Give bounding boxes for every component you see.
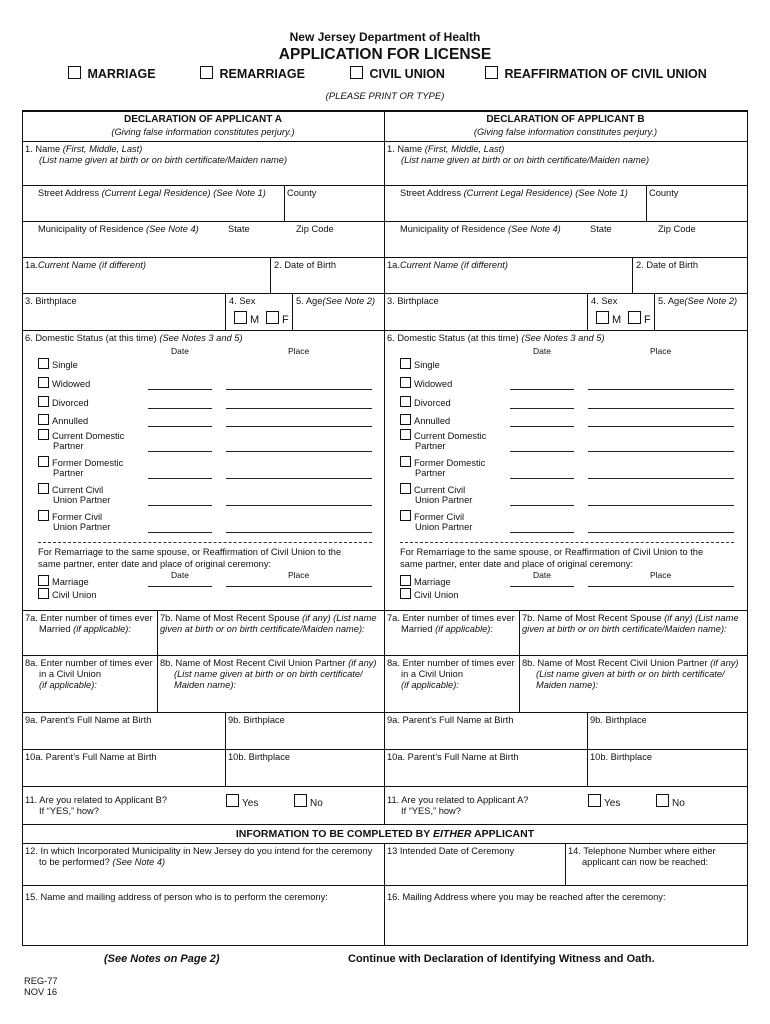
status-widowed[interactable]: Widowed — [38, 377, 90, 390]
q10b-label: 10b. Birthplace — [590, 752, 653, 762]
cell-divider — [225, 712, 226, 786]
municipality-label: Municipality of Residence (See Note 4) — [400, 224, 561, 234]
checkbox[interactable] — [400, 414, 411, 425]
annulled-date-line[interactable] — [510, 426, 574, 427]
cell-divider — [587, 712, 588, 786]
continue-note: Continue with Declaration of Identifying Witness and Oath. — [348, 953, 655, 965]
q9b-label: 9b. Birthplace — [228, 715, 285, 725]
checkbox[interactable] — [400, 456, 411, 467]
sex-f-option[interactable]: F — [266, 311, 289, 326]
former-civil-date-line[interactable] — [510, 532, 574, 533]
original-date-line[interactable] — [510, 586, 574, 587]
current-name-label: 1a.Current Name (if different) — [387, 260, 508, 270]
q7b-label-2: given at birth or on birth certificate/Maiden name): — [160, 624, 365, 634]
date-header: Date — [533, 570, 551, 580]
q7b-label: 7b. Name of Most Recent Spouse (if any) (List name — [160, 613, 377, 623]
current-civil-date-line[interactable] — [148, 505, 212, 506]
q8b-label: 8b. Name of Most Recent Civil Union Partner (if any) — [160, 658, 377, 668]
notes-reference: (See Notes on Page 2) — [104, 953, 220, 965]
status-former-domestic-line2: Partner — [415, 468, 446, 478]
current-civil-place-line[interactable] — [588, 505, 734, 506]
checkbox[interactable] — [38, 414, 49, 425]
status-annulled[interactable]: Annulled — [38, 414, 88, 427]
q8a-label: 8a. Enter number of times ever — [25, 658, 153, 668]
remarriage-note-2: same partner, enter date and place of original ceremony: — [38, 559, 272, 569]
q7a-label-2: Married (if applicable): — [401, 624, 493, 634]
county-label: County — [649, 188, 679, 198]
cell-divider — [519, 610, 520, 655]
former-domestic-place-line[interactable] — [588, 478, 734, 479]
status-divorced[interactable]: Divorced — [400, 396, 451, 409]
date-header: Date — [171, 570, 189, 580]
status-current-domestic[interactable]: Current Domestic — [400, 429, 486, 442]
checkbox[interactable] — [588, 794, 601, 807]
q10b-label: 10b. Birthplace — [228, 752, 291, 762]
original-place-line[interactable] — [226, 586, 372, 587]
state-label: State — [590, 224, 612, 234]
q7b-label-2: given at birth or on birth certificate/Maiden name): — [522, 624, 727, 634]
cell-divider — [157, 655, 158, 712]
status-current-domestic[interactable]: Current Domestic — [38, 429, 124, 442]
status-former-civil-line2: Union Partner — [53, 522, 111, 532]
widowed-date-line[interactable] — [148, 389, 212, 390]
cell-divider — [384, 843, 385, 945]
either-section-title: INFORMATION TO BE COMPLETED BY EITHER APPLICANT — [235, 828, 535, 840]
zip-label: Zip Code — [658, 224, 696, 234]
dob-label: 2. Date of Birth — [636, 260, 699, 270]
q8a-label-2: in a Civil Union — [401, 669, 464, 679]
q8a-label-2: in a Civil Union — [39, 669, 102, 679]
checkbox[interactable] — [400, 588, 411, 599]
q8b-label: 8b. Name of Most Recent Civil Union Partner (if any) — [522, 658, 739, 668]
q7b-label: 7b. Name of Most Recent Spouse (if any) (List name — [522, 613, 739, 623]
q10a-label: 10a. Parent’s Full Name at Birth — [387, 752, 519, 762]
former-civil-place-line[interactable] — [588, 532, 734, 533]
checkbox[interactable] — [38, 456, 49, 467]
checkbox[interactable] — [400, 510, 411, 521]
divorced-place-line[interactable] — [588, 408, 734, 409]
checkbox[interactable] — [400, 358, 411, 369]
status-current-civil-line2: Union Partner — [53, 495, 111, 505]
place-header: Place — [650, 346, 672, 356]
q10a-label: 10a. Parent’s Full Name at Birth — [25, 752, 157, 762]
dob-label: 2. Date of Birth — [274, 260, 337, 270]
age-label: 5. Age(See Note 2) — [296, 296, 376, 306]
widowed-place-line[interactable] — [588, 389, 734, 390]
q15-label: 15. Name and mailing address of person who is to perform the ceremony: — [25, 892, 328, 902]
status-current-civil[interactable]: Current Civil — [400, 483, 465, 496]
status-former-domestic[interactable]: Former Domestic — [38, 456, 123, 469]
checkbox[interactable] — [266, 311, 279, 324]
current-domestic-place-line[interactable] — [588, 451, 734, 452]
q11-yes[interactable]: Yes — [226, 794, 258, 809]
q11-no[interactable]: No — [294, 794, 323, 809]
checkbox[interactable] — [656, 794, 669, 807]
perjury-note: (Giving false information constitutes perjury.) — [111, 127, 295, 137]
sex-label: 4. Sex — [591, 296, 618, 306]
checkbox[interactable] — [38, 588, 49, 599]
original-marriage-option[interactable]: Marriage — [400, 575, 451, 588]
checkbox[interactable] — [38, 358, 49, 369]
q8b-label-2: (List name given at birth or on birth certificate/ — [536, 669, 725, 679]
q11-how: If “YES,” how? — [39, 806, 99, 816]
q8b-label-3: Maiden name): — [174, 680, 237, 690]
original-civil-union-option[interactable]: Civil Union — [400, 588, 458, 601]
q14-label: 14. Telephone Number where either — [568, 846, 716, 856]
checkbox[interactable] — [400, 483, 411, 494]
checkbox[interactable] — [294, 794, 307, 807]
q8a-label: 8a. Enter number of times ever — [387, 658, 515, 668]
cell-divider — [292, 293, 293, 330]
q8a-label-3: (if applicable): — [39, 680, 97, 690]
original-marriage-option[interactable]: Marriage — [38, 575, 89, 588]
q8b-label-3: Maiden name): — [536, 680, 599, 690]
q7a-label: 7a. Enter number of times ever — [25, 613, 153, 623]
place-header: Place — [650, 570, 672, 580]
checkbox[interactable] — [38, 510, 49, 521]
current-domestic-date-line[interactable] — [148, 451, 212, 452]
municipality-label: Municipality of Residence (See Note 4) — [38, 224, 199, 234]
applicant-a-section — [22, 0, 384, 1024]
divorced-date-line[interactable] — [510, 408, 574, 409]
q9b-label: 9b. Birthplace — [590, 715, 647, 725]
cell-divider — [565, 843, 566, 885]
cell-divider — [519, 655, 520, 712]
sex-f-option[interactable]: F — [628, 311, 651, 326]
current-civil-place-line[interactable] — [226, 505, 372, 506]
current-civil-date-line[interactable] — [510, 505, 574, 506]
checkbox[interactable] — [400, 396, 411, 407]
remarriage-note-2: same partner, enter date and place of original ceremony: — [400, 559, 634, 569]
cell-divider — [225, 293, 226, 330]
q13-label: 13 Intended Date of Ceremony — [387, 846, 515, 856]
print-note: (PLEASE PRINT OR TYPE) — [325, 91, 445, 102]
form-title: APPLICATION FOR LICENSE — [278, 46, 492, 63]
q8a-label-3: (if applicable): — [401, 680, 459, 690]
status-single[interactable]: Single — [400, 358, 440, 371]
option-remarriage[interactable]: REMARRIAGE — [200, 66, 305, 81]
status-current-domestic-line2: Partner — [415, 441, 446, 451]
original-date-line[interactable] — [148, 586, 212, 587]
annulled-place-line[interactable] — [226, 426, 372, 427]
q11-label: 11. Are you related to Applicant A? — [387, 795, 529, 805]
age-label: 5. Age(See Note 2) — [658, 296, 738, 306]
cell-divider — [157, 610, 158, 655]
status-current-domestic-line2: Partner — [53, 441, 84, 451]
current-domestic-date-line[interactable] — [510, 451, 574, 452]
domestic-status-label: 6. Domestic Status (at this time) (See Notes 3 and 5) — [25, 333, 243, 343]
birthplace-label: 3. Birthplace — [387, 296, 439, 306]
section-title: DECLARATION OF APPLICANT A — [124, 114, 282, 125]
q11-label: 11. Are you related to Applicant B? — [25, 795, 167, 805]
q16-label: 16. Mailing Address where you may be reached after the ceremony: — [387, 892, 666, 902]
former-domestic-place-line[interactable] — [226, 478, 372, 479]
current-domestic-place-line[interactable] — [226, 451, 372, 452]
checkbox[interactable] — [38, 377, 49, 388]
domestic-status-label: 6. Domestic Status (at this time) (See Notes 3 and 5) — [387, 333, 605, 343]
name-hint: (List name given at birth or on birth certificate/Maiden name) — [401, 155, 650, 165]
date-header: Date — [171, 346, 189, 356]
widowed-place-line[interactable] — [226, 389, 372, 390]
option-marriage[interactable]: MARRIAGE — [68, 66, 156, 81]
frame-right — [747, 110, 748, 945]
status-divorced[interactable]: Divorced — [38, 396, 89, 409]
checkbox[interactable] — [38, 483, 49, 494]
perjury-note: (Giving false information constitutes perjury.) — [473, 127, 658, 137]
form-revision: NOV 16 — [24, 987, 58, 997]
checkbox[interactable] — [628, 311, 641, 324]
street-label: Street Address (Current Legal Residence) (See Note 1) — [38, 188, 266, 198]
status-former-civil-line2: Union Partner — [415, 522, 473, 532]
q11-no[interactable]: No — [656, 794, 685, 809]
name-label: 1. Name (First, Middle, Last) — [387, 144, 505, 154]
q8b-label-2: (List name given at birth or on birth certificate/ — [174, 669, 363, 679]
option-civil-union[interactable]: CIVIL UNION — [350, 66, 445, 81]
current-name-label: 1a.Current Name (if different) — [25, 260, 146, 270]
former-domestic-date-line[interactable] — [510, 478, 574, 479]
sex-m-option[interactable]: M — [596, 311, 621, 326]
name-hint: (List name given at birth or on birth certificate/Maiden name) — [39, 155, 288, 165]
former-domestic-date-line[interactable] — [148, 478, 212, 479]
status-annulled[interactable]: Annulled — [400, 414, 450, 427]
cell-divider — [270, 257, 271, 293]
q9a-label: 9a. Parent’s Full Name at Birth — [387, 715, 514, 725]
checkbox[interactable] — [38, 429, 49, 440]
q9a-label: 9a. Parent’s Full Name at Birth — [25, 715, 152, 725]
status-former-domestic-line2: Partner — [53, 468, 84, 478]
name-label: 1. Name (First, Middle, Last) — [25, 144, 143, 154]
section-title: DECLARATION OF APPLICANT B — [486, 114, 645, 125]
q11-how: If “YES,” how? — [401, 806, 461, 816]
status-former-domestic[interactable]: Former Domestic — [400, 456, 485, 469]
street-label: Street Address (Current Legal Residence) (See Note 1) — [400, 188, 628, 198]
checkbox[interactable] — [400, 377, 411, 388]
status-current-civil-line2: Union Partner — [415, 495, 473, 505]
state-label: State — [228, 224, 250, 234]
zip-label: Zip Code — [296, 224, 334, 234]
cell-divider — [654, 293, 655, 330]
checkbox[interactable] — [400, 429, 411, 440]
annulled-date-line[interactable] — [148, 426, 212, 427]
status-former-civil[interactable]: Former Civil — [400, 510, 464, 523]
sex-m-option[interactable]: M — [234, 311, 259, 326]
checkbox[interactable] — [234, 311, 247, 324]
checkbox[interactable] — [596, 311, 609, 324]
divorced-date-line[interactable] — [148, 408, 212, 409]
original-civil-union-option[interactable]: Civil Union — [38, 588, 96, 601]
cell-divider — [284, 185, 285, 221]
remarriage-note: For Remarriage to the same spouse, or Reaffirmation of Civil Union to the — [400, 547, 704, 557]
former-civil-place-line[interactable] — [226, 532, 372, 533]
status-widowed[interactable]: Widowed — [400, 377, 452, 390]
status-former-civil[interactable]: Former Civil — [38, 510, 102, 523]
original-place-line[interactable] — [588, 586, 734, 587]
dashed-separator — [38, 542, 372, 543]
place-header: Place — [288, 346, 310, 356]
checkbox[interactable] — [400, 575, 411, 586]
q12-label-2: to be performed? (See Note 4) — [39, 857, 166, 867]
q12-label: 12. In which Incorporated Municipality in New Jersey do you intend for the ceremony — [25, 846, 373, 856]
checkbox[interactable] — [38, 575, 49, 586]
q7a-label-2: Married (if applicable): — [39, 624, 131, 634]
cell-divider — [632, 257, 633, 293]
former-civil-date-line[interactable] — [148, 532, 212, 533]
checkbox[interactable] — [226, 794, 239, 807]
remarriage-note: For Remarriage to the same spouse, or Reaffirmation of Civil Union to the — [38, 547, 342, 557]
q7a-label: 7a. Enter number of times ever — [387, 613, 515, 623]
place-header: Place — [288, 570, 310, 580]
cell-divider — [646, 185, 647, 221]
sex-label: 4. Sex — [229, 296, 256, 306]
option-reaffirmation[interactable]: REAFFIRMATION OF CIVIL UNION — [485, 66, 707, 81]
date-header: Date — [533, 346, 551, 356]
form-id: REG-77 — [24, 976, 58, 986]
status-single[interactable]: Single — [38, 358, 78, 371]
q14-label-2: applicant can now be reached: — [582, 857, 709, 867]
widowed-date-line[interactable] — [510, 389, 574, 390]
checkbox[interactable] — [38, 396, 49, 407]
status-current-civil[interactable]: Current Civil — [38, 483, 103, 496]
agency-name: New Jersey Department of Health — [289, 30, 481, 44]
divorced-place-line[interactable] — [226, 408, 372, 409]
annulled-place-line[interactable] — [588, 426, 734, 427]
q11-yes[interactable]: Yes — [588, 794, 620, 809]
county-label: County — [287, 188, 317, 198]
birthplace-label: 3. Birthplace — [25, 296, 77, 306]
cell-divider — [587, 293, 588, 330]
dashed-separator — [400, 542, 734, 543]
